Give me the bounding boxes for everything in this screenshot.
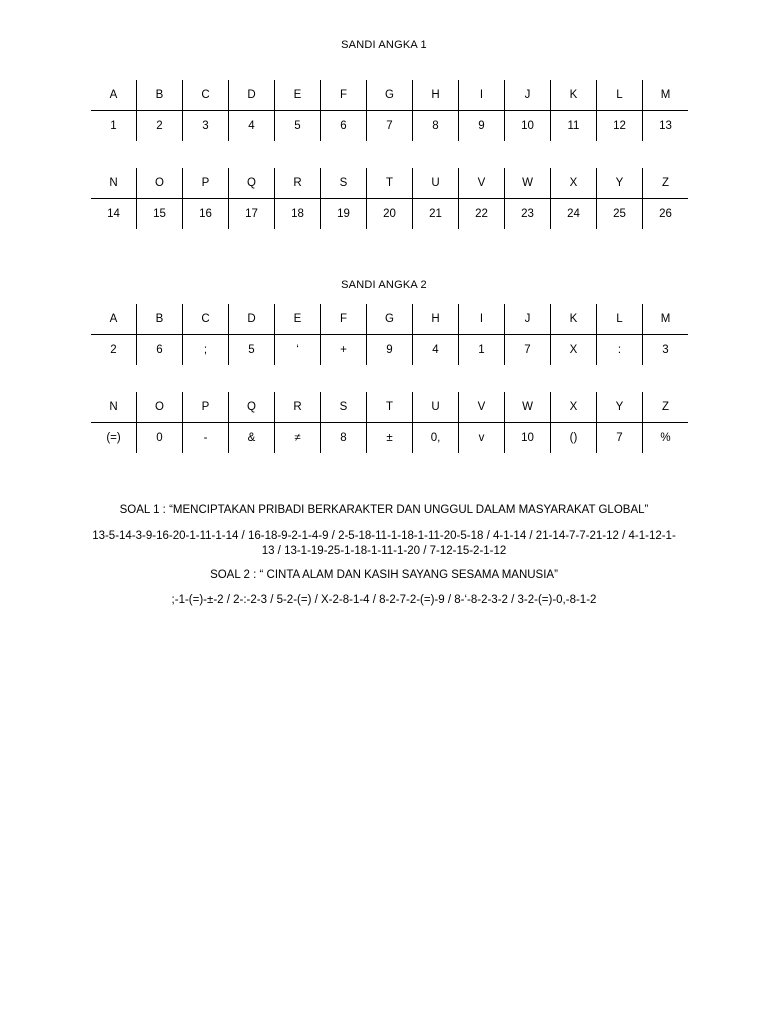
soal-1-code: 13-5-14-3-9-16-20-1-11-1-14 / 16-18-9-2-1-4-9 / 2-5-18-11-1-18-1-11-20-5-18 / 4-1-14 / 21-14-7-7-21-12 / 4-1-12-1-13 / 13-1-19-25-1-18-1-11-1-20 / 7-12-15-2-1-12 — [92, 530, 676, 557]
cipher-letter-cell: P — [183, 392, 229, 423]
cipher-letter-cell: Y — [597, 168, 643, 199]
code-row — [91, 423, 688, 454]
cipher-code-cell: 1 — [459, 335, 505, 366]
cipher-letter-cell: Y — [597, 392, 643, 423]
cipher-code-cell: 2 — [137, 111, 183, 142]
cipher-letter-cell: S — [321, 392, 367, 423]
cipher-code-cell: 4 — [413, 335, 459, 366]
cipher-code-cell: 0, — [413, 423, 459, 454]
cipher-code-cell: 23 — [505, 199, 551, 230]
cipher-letter-cell: O — [137, 392, 183, 423]
cipher-code-cell: 10 — [505, 423, 551, 454]
cipher-code-cell: : — [597, 335, 643, 366]
cipher-code-cell: X — [551, 335, 597, 366]
code-row — [91, 111, 688, 142]
cipher-code-cell: 5 — [275, 111, 321, 142]
cipher-letter-cell: E — [275, 304, 321, 335]
sandi-angka-1-title: SANDI ANGKA 1 — [341, 39, 427, 51]
cipher-code-cell: (=) — [106, 432, 121, 444]
cipher-letter-cell: G — [367, 304, 413, 335]
cipher-letter-cell: P — [183, 168, 229, 199]
cipher-letter-cell: W — [505, 168, 551, 199]
cipher-letter-cell: H — [413, 304, 459, 335]
cipher-letter-cell: M — [643, 304, 689, 335]
cipher-code-cell: 2 — [110, 344, 117, 356]
cipher-code-cell: ‘ — [275, 335, 321, 366]
code-row — [91, 199, 688, 230]
letter-row — [91, 168, 688, 199]
cipher-letter-cell: N — [91, 168, 137, 199]
cipher-code-cell: 7 — [597, 423, 643, 454]
cipher-letter-cell: X — [551, 392, 597, 423]
cipher-letter-cell: L — [597, 80, 643, 111]
cipher-letter-cell: Z — [643, 168, 689, 199]
cipher-code-cell: 3 — [643, 335, 689, 366]
cipher-code-cell: 8 — [321, 423, 367, 454]
cipher-letter-cell: C — [183, 80, 229, 111]
cipher-code-cell: 9 — [459, 111, 505, 142]
cipher-letter-cell: D — [229, 80, 275, 111]
letter-row — [91, 392, 688, 423]
cipher-letter-cell: A — [91, 80, 137, 111]
soal-1-title: SOAL 1 : “MENCIPTAKAN PRIBADI BERKARAKTER DAN UNGGUL DALAM MASYARAKAT GLOBAL” — [119, 504, 649, 516]
cipher-code-cell: 0 — [137, 423, 183, 454]
cipher-letter-cell: V — [459, 168, 505, 199]
cipher-letter-cell: U — [413, 392, 459, 423]
cipher-code-cell: 13 — [643, 111, 689, 142]
cipher-letter-cell: H — [413, 80, 459, 111]
cipher-code-cell: + — [321, 335, 367, 366]
cipher-letter-cell: K — [551, 304, 597, 335]
cipher-letter-cell: D — [229, 304, 275, 335]
cipher-letter-cell: J — [505, 304, 551, 335]
cipher-letter-cell: N — [91, 392, 137, 423]
cipher-letter-cell: M — [643, 80, 689, 111]
cipher-letter-cell: W — [505, 392, 551, 423]
cipher-code-cell: & — [229, 423, 275, 454]
cipher-letter-cell: F — [321, 304, 367, 335]
soal-2-title: SOAL 2 : “ CINTA ALAM DAN KASIH SAYANG SESAMA MANUSIA” — [210, 569, 558, 581]
cipher-letter-cell: R — [275, 168, 321, 199]
cipher-code-cell: 5 — [229, 335, 275, 366]
cipher-code-cell: 6 — [137, 335, 183, 366]
cipher-code-cell: 6 — [321, 111, 367, 142]
letter-row — [91, 80, 688, 111]
cipher-letter-cell: B — [137, 304, 183, 335]
cipher-code-cell: () — [551, 423, 597, 454]
cipher-code-cell: 24 — [551, 199, 597, 230]
cipher-letter-cell: F — [321, 80, 367, 111]
sandi-angka-2-table-n-z — [91, 392, 688, 453]
cipher-letter-cell: I — [459, 80, 505, 111]
cipher-code-cell: 8 — [413, 111, 459, 142]
code-row — [91, 335, 688, 366]
cipher-letter-cell: T — [367, 392, 413, 423]
cipher-letter-cell: J — [505, 80, 551, 111]
soal-2-code: ;-1-(=)-±-2 / 2-:-2-3 / 5-2-(=) / X-2-8-1-4 / 8-2-7-2-(=)-9 / 8-‘-8-2-3-2 / 3-2-(=)-0,-8-1-2 — [171, 594, 597, 606]
cipher-letter-cell: Q — [229, 392, 275, 423]
cipher-code-cell: v — [459, 423, 505, 454]
cipher-code-cell: 19 — [321, 199, 367, 230]
cipher-code-cell: % — [643, 423, 689, 454]
cipher-code-cell: 26 — [643, 199, 689, 230]
cipher-code-cell: - — [183, 423, 229, 454]
cipher-code-cell: 18 — [275, 199, 321, 230]
cipher-code-cell: ≠ — [275, 423, 321, 454]
cipher-letter-cell: C — [183, 304, 229, 335]
cipher-code-cell: ± — [367, 423, 413, 454]
cipher-letter-cell: T — [367, 168, 413, 199]
cipher-code-cell: 4 — [229, 111, 275, 142]
sandi-angka-2-table-a-m — [91, 304, 688, 365]
cipher-letter-cell: V — [459, 392, 505, 423]
cipher-letter-cell: E — [275, 80, 321, 111]
cipher-code-cell: 17 — [229, 199, 275, 230]
cipher-code-cell: 11 — [551, 111, 597, 142]
cipher-code-cell: 7 — [367, 111, 413, 142]
sandi-angka-1-table-n-z — [91, 168, 688, 229]
cipher-code-cell: 20 — [367, 199, 413, 230]
cipher-code-cell: 25 — [597, 199, 643, 230]
cipher-code-cell: 3 — [183, 111, 229, 142]
sandi-angka-2-title: SANDI ANGKA 2 — [341, 279, 427, 291]
cipher-letter-cell: O — [137, 168, 183, 199]
cipher-letter-cell: R — [275, 392, 321, 423]
cipher-letter-cell: L — [597, 304, 643, 335]
letter-row — [91, 304, 688, 335]
cipher-code-cell: 12 — [597, 111, 643, 142]
cipher-code-cell: 9 — [367, 335, 413, 366]
cipher-letter-cell: X — [551, 168, 597, 199]
cipher-letter-cell: S — [321, 168, 367, 199]
cipher-letter-cell: G — [367, 80, 413, 111]
cipher-letter-cell: B — [137, 80, 183, 111]
cipher-code-cell: 22 — [459, 199, 505, 230]
cipher-code-cell: 21 — [413, 199, 459, 230]
cipher-letter-cell: A — [91, 304, 137, 335]
cipher-letter-cell: Q — [229, 168, 275, 199]
cipher-code-cell: 14 — [107, 208, 120, 220]
cipher-code-cell: 1 — [110, 120, 117, 132]
cipher-code-cell: 16 — [183, 199, 229, 230]
cipher-code-cell: 15 — [137, 199, 183, 230]
cipher-letter-cell: K — [551, 80, 597, 111]
sandi-angka-1-table-a-m — [91, 80, 688, 141]
cipher-code-cell: 7 — [505, 335, 551, 366]
cipher-code-cell: 10 — [505, 111, 551, 142]
cipher-code-cell: ; — [183, 335, 229, 366]
cipher-letter-cell: I — [459, 304, 505, 335]
cipher-letter-cell: U — [413, 168, 459, 199]
cipher-letter-cell: Z — [643, 392, 689, 423]
